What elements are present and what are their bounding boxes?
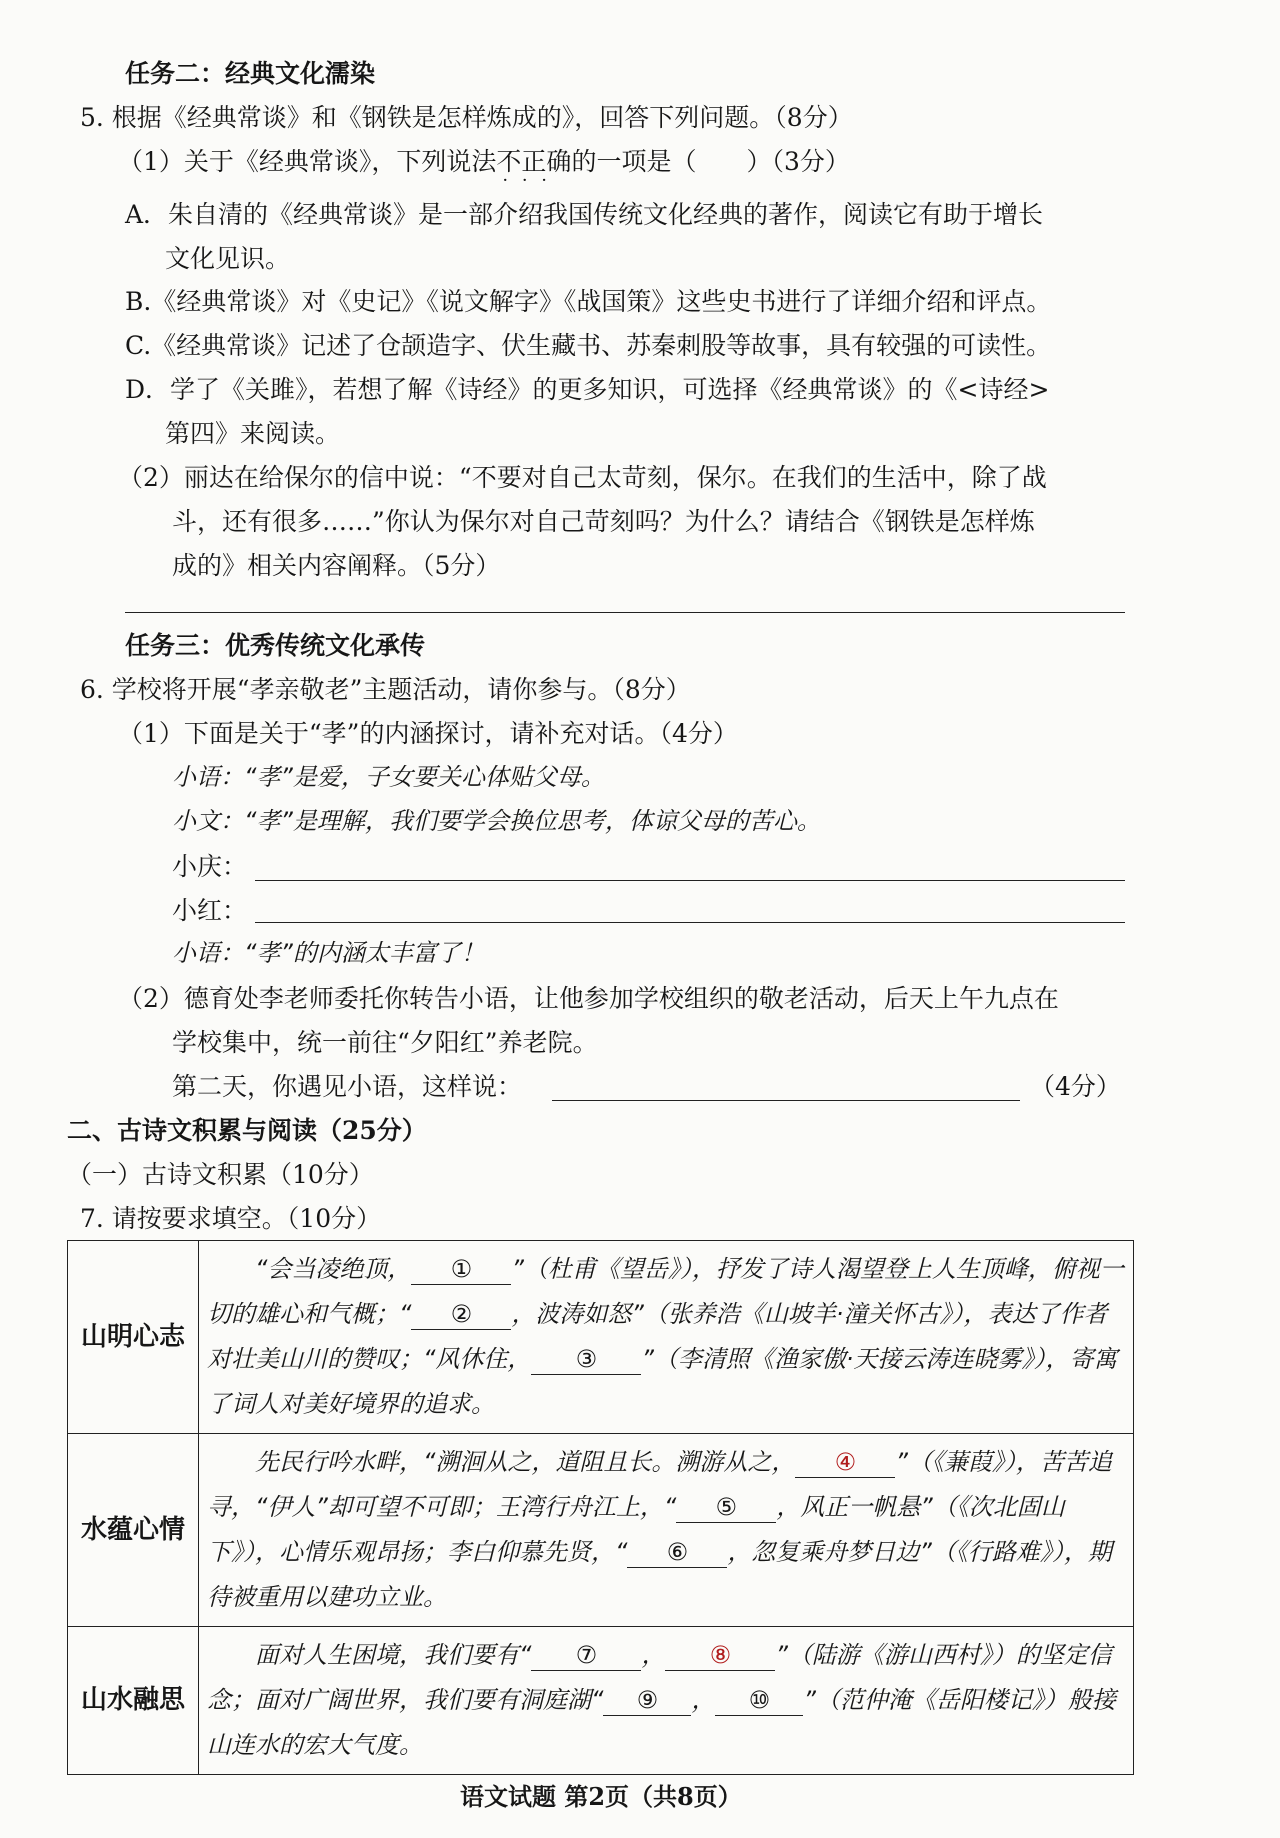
table-row — [68, 1434, 1134, 1627]
row-header-water: 水蕴心情 — [68, 1434, 199, 1627]
q5-part2-line2: 斗，还有很多……”你认为保尔对自己苛刻吗？为什么？请结合《钢铁是怎样炼 — [172, 507, 1035, 536]
dialog-xiaohong-label: 小红： — [172, 896, 248, 925]
xiaohong-answer-line[interactable] — [255, 922, 1125, 923]
blank-2[interactable]: ② — [411, 1299, 511, 1330]
row-header-landscape: 山水融思 — [68, 1627, 199, 1775]
q7-stem: 7. 请按要求填空。（10分） — [80, 1204, 382, 1233]
row1-text2: ”（杜甫《望岳》），抒发了诗人渴望登上人生顶峰，俯视一切的雄心和气概；“ — [207, 1255, 1124, 1328]
xiaoqing-answer-line[interactable] — [255, 880, 1125, 881]
row3-text3: ”（陆游《游山西村》）的坚定信念；面对广阔世界，我们要有洞庭湖“ — [207, 1641, 1112, 1714]
q5-part1-emphasis: 不正确 · · · — [496, 144, 571, 179]
q5-option-d-line1: D．学了《关雎》，若想了解《诗经》的更多知识，可选择《经典常谈》的《<诗经> — [125, 375, 1050, 404]
q6-part2-score: （4分） — [1030, 1072, 1121, 1101]
row2-text1: 先民行吟水畔，“溯洄从之，道阻且长。溯游从之， — [255, 1448, 796, 1476]
dialog-xiaoyu-2: 小语：“孝”的内涵太丰富了！ — [172, 939, 485, 967]
blank-10[interactable]: ⑩ — [715, 1685, 803, 1716]
q6-part2-answer-line[interactable] — [552, 1100, 1020, 1101]
row2-text2: ”（《蒹葭》），苦苦追寻，“伊人”却可望不可即；王湾行舟江上，“ — [207, 1448, 1112, 1521]
row3-text1: 面对人生困境，我们要有“ — [255, 1641, 532, 1669]
row2-text4: ，忽复乘舟梦日边”（《行路难》），期待被重用以建功立业。 — [207, 1538, 1112, 1611]
blank-9[interactable]: ⑨ — [603, 1685, 691, 1716]
blank-3[interactable]: ③ — [531, 1344, 641, 1375]
q6-part2-line3: 第二天，你遇见小语，这样说： — [172, 1072, 523, 1101]
dialog-xiaoyu-1: 小语：“孝”是爱，子女要关心体贴父母。 — [172, 763, 605, 791]
q5-option-a-line1: A．朱自清的《经典常谈》是一部介绍我国传统文化经典的著作，阅读它有助于增长 — [125, 200, 1044, 229]
blank-4[interactable]: ④ — [795, 1447, 895, 1478]
q5-option-c: C.《经典常谈》记述了仓颉造字、伏生藏书、苏秦刺股等故事，具有较强的可读性。 — [125, 331, 1052, 360]
section2-title: 二、古诗文积累与阅读（25分） — [67, 1116, 427, 1145]
blank-8[interactable]: ⑧ — [665, 1640, 775, 1671]
q5-option-d-line2: 第四》来阅读。 — [165, 419, 341, 448]
q6-part2-line2: 学校集中，统一前往“夕阳红”养老院。 — [172, 1028, 598, 1057]
blank-7[interactable]: ⑦ — [531, 1640, 641, 1671]
q6-part2-line1: （2）德育处李老师委托你转告小语，让他参加学校组织的敬老活动，后天上午九点在 — [118, 984, 1059, 1013]
row2-text3: ，风正一帆悬”（《次北固山下》），心情乐观昂扬；李白仰慕先贤，“ — [207, 1493, 1065, 1566]
row-body-water — [199, 1434, 1134, 1627]
row3-text4: ， — [691, 1686, 716, 1714]
blank-5[interactable]: ⑤ — [676, 1492, 776, 1523]
table-row — [68, 1241, 1134, 1434]
q5-option-b: B.《经典常谈》对《史记》《说文解字》《战国策》这些史书进行了详细介绍和评点。 — [125, 287, 1052, 316]
dialog-xiaowen: 小文：“孝”是理解，我们要学会换位思考，体谅父母的苦心。 — [172, 807, 821, 835]
q5-answer-line[interactable] — [125, 612, 1125, 613]
task2-title: 任务二：经典文化濡染 — [125, 59, 376, 88]
row3-text2: ， — [641, 1641, 666, 1669]
q5-stem: 5. 根据《经典常谈》和《钢铁是怎样炼成的》，回答下列问题。（8分） — [80, 103, 853, 132]
row-body-landscape — [199, 1627, 1134, 1775]
blank-6[interactable]: ⑥ — [627, 1537, 727, 1568]
task3-title: 任务三：优秀传统文化承传 — [125, 631, 426, 660]
q7-fill-table — [67, 1240, 1134, 1775]
row1-text4: ”（李清照《渔家傲·天接云涛连晓雾》），寄寓了词人对美好境界的追求。 — [207, 1345, 1118, 1418]
table-row — [68, 1627, 1134, 1775]
row1-text3: ，波涛如怒”（张养浩《山坡羊·潼关怀古》），表达了作者对壮美山川的赞叹；“风休住， — [207, 1300, 1108, 1373]
row-header-mountain: 山明心志 — [68, 1241, 199, 1434]
section2-sub1: （一）古诗文积累（10分） — [67, 1160, 374, 1189]
q5-part1 — [118, 144, 850, 179]
row-body-mountain — [199, 1241, 1134, 1434]
q6-part1: （1）下面是关于“孝”的内涵探讨，请补充对话。（4分） — [118, 719, 738, 748]
q5-part2-line3: 成的》相关内容阐释。（5分） — [172, 551, 501, 580]
q5-part1-pre: （1）关于《经典常谈》，下列说法 — [118, 147, 497, 176]
row3-text5: ”（范仲淹《岳阳楼记》）般接山连水的宏大气度。 — [207, 1686, 1116, 1759]
page-footer: 语文试题 第2页（共8页） — [460, 1782, 742, 1811]
row1-text1: “会当凌绝顶， — [255, 1255, 412, 1283]
q5-part1-post: 的一项是（ ）（3分） — [571, 147, 850, 176]
q6-stem: 6. 学校将开展“孝亲敬老”主题活动，请你参与。（8分） — [80, 675, 691, 704]
dialog-xiaoqing-label: 小庆： — [172, 852, 248, 881]
blank-1[interactable]: ① — [411, 1254, 511, 1285]
q5-part2-line1: （2）丽达在给保尔的信中说：“不要对自己太苛刻，保尔。在我们的生活中，除了战 — [118, 463, 1047, 492]
q5-option-a-line2: 文化见识。 — [165, 244, 291, 273]
